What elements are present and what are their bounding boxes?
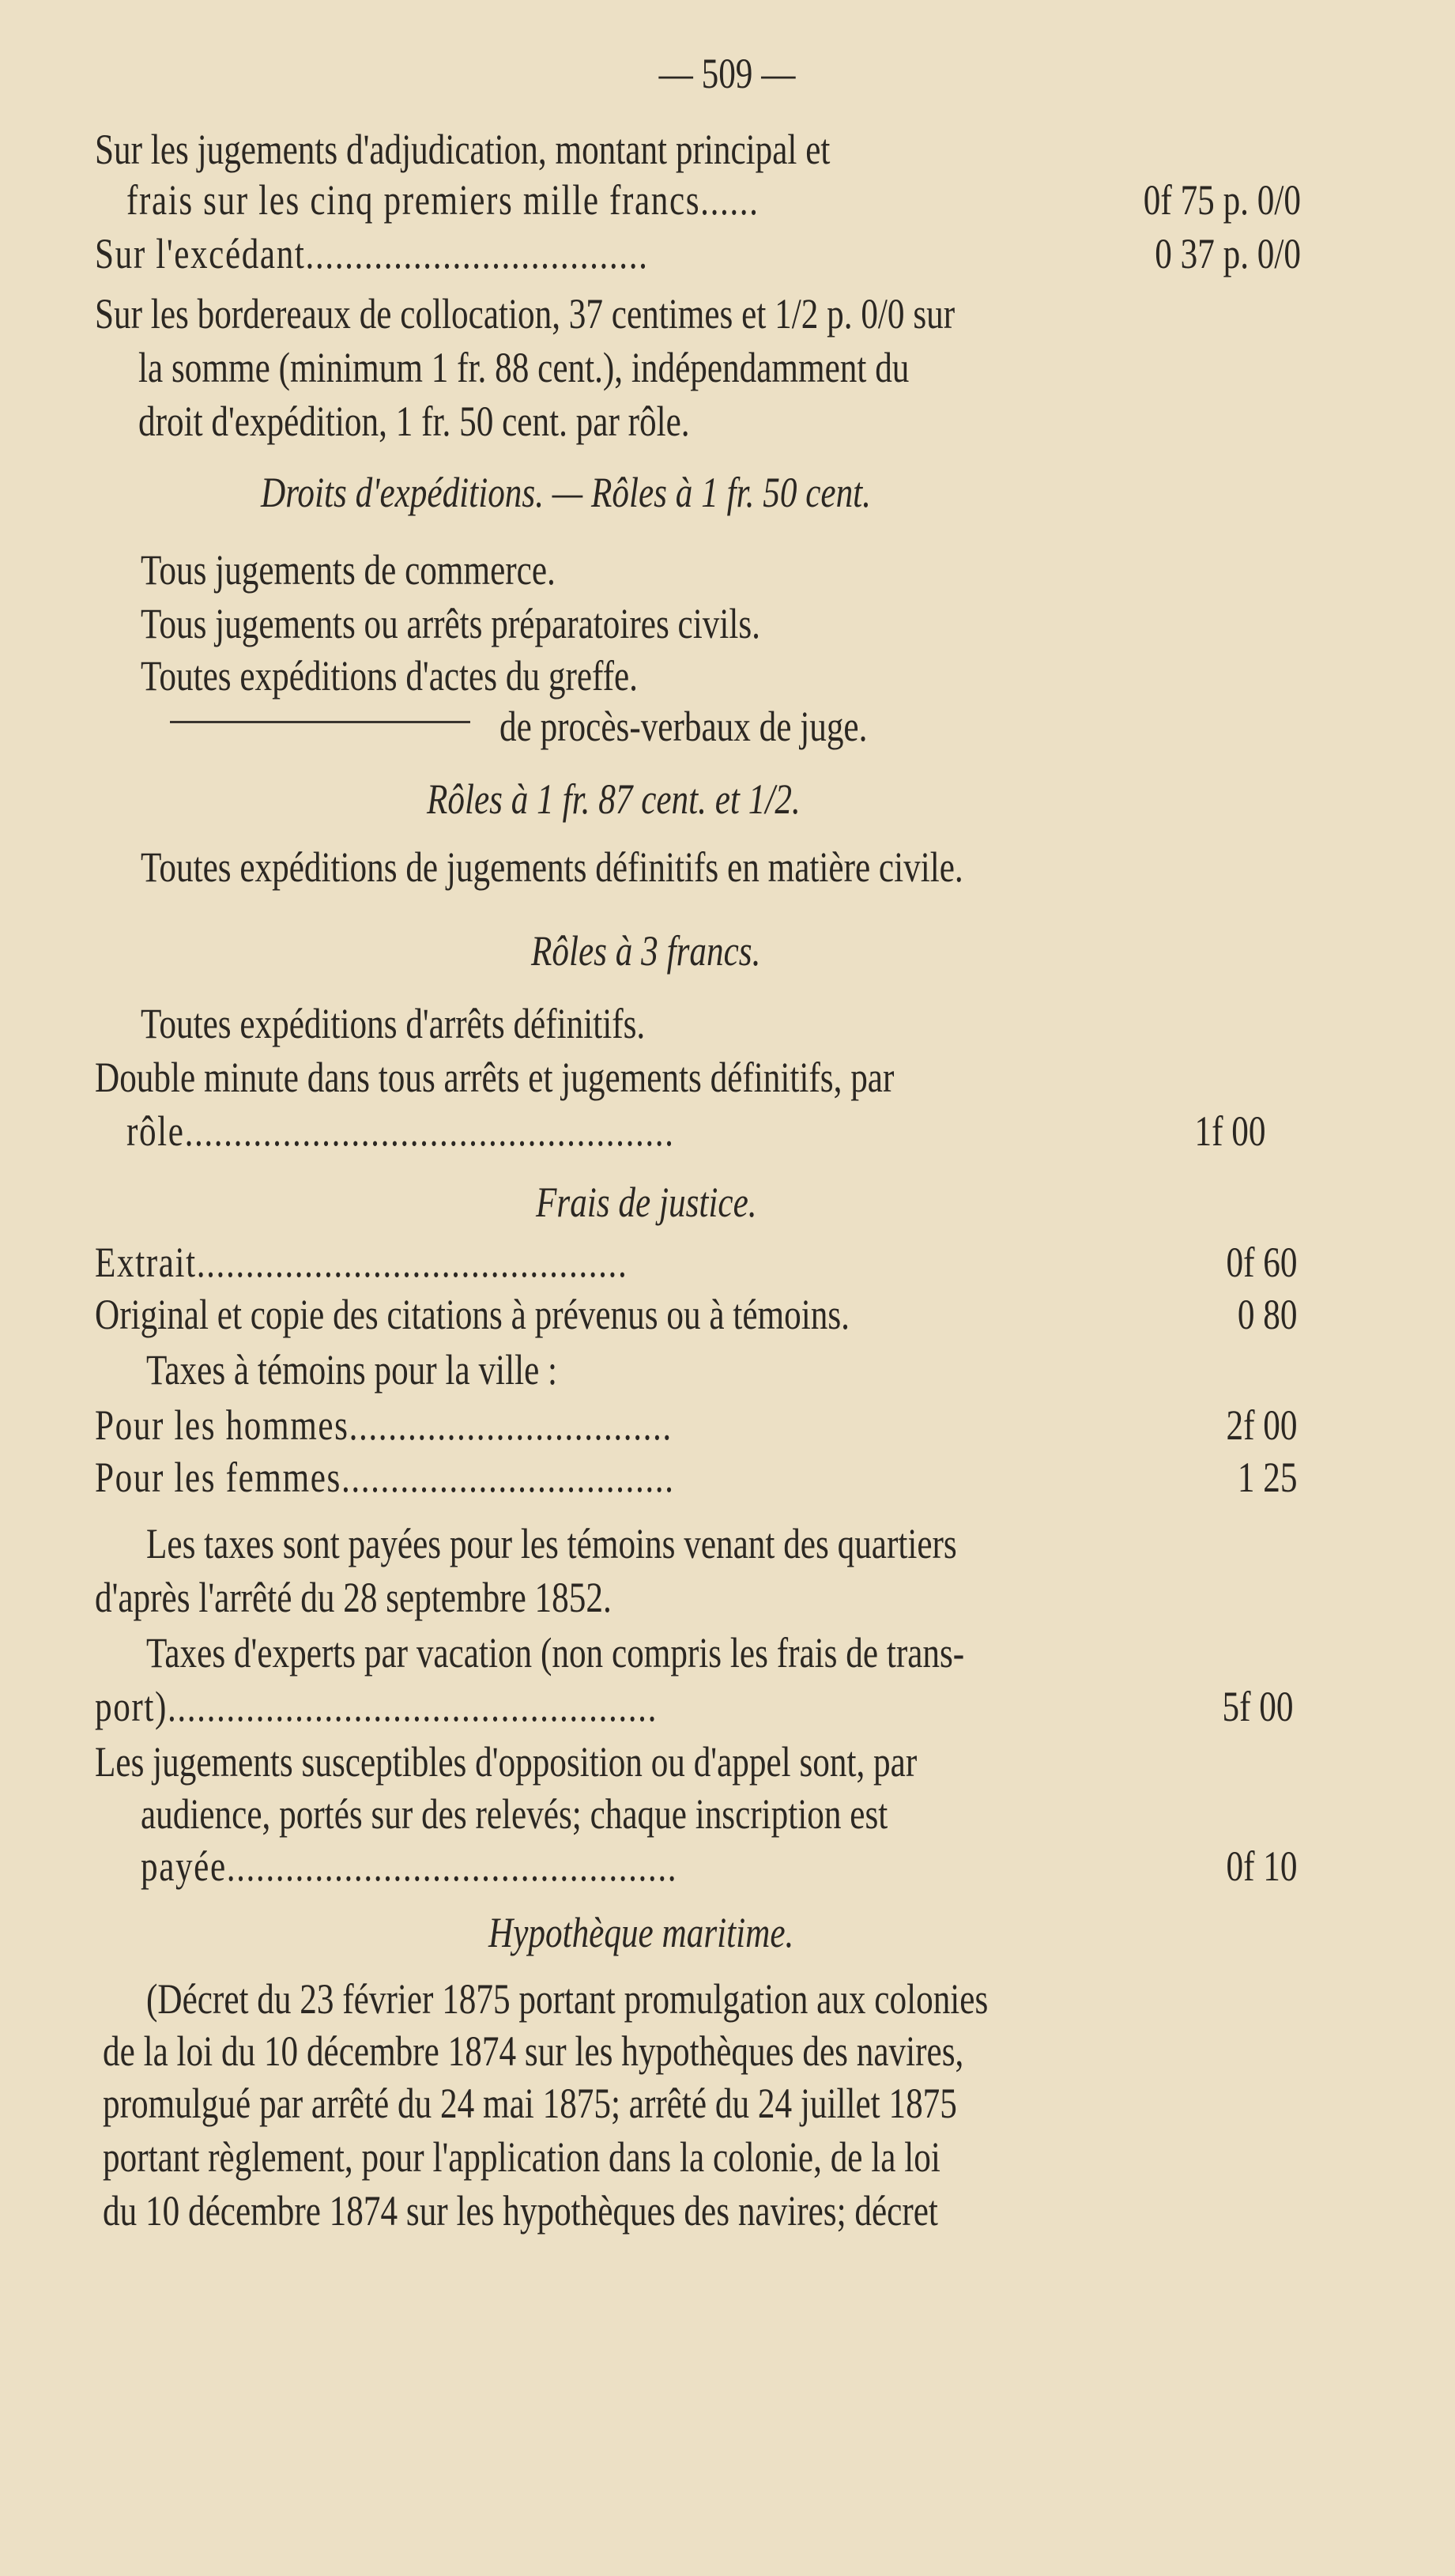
- text-line: Original et copie des citations à prévenus ou à témoins.: [95, 1291, 850, 1338]
- text-line: Extrait............................................: [95, 1239, 628, 1286]
- text-line: de procès-verbaux de juge.: [499, 703, 868, 750]
- text-line: du 10 décembre 1874 sur les hypothèques des navires; décret: [103, 2187, 938, 2235]
- text-line: Toutes expéditions d'arrêts définitifs.: [141, 1000, 646, 1047]
- section-heading: Frais de justice.: [536, 1179, 757, 1226]
- page-number: — 509 —: [658, 50, 796, 97]
- amount: 0 37 p. 0/0: [1155, 230, 1301, 277]
- section-heading: Droits d'expéditions. — Rôles à 1 fr. 50 cent.: [261, 469, 871, 516]
- text-line: (Décret du 23 février 1875 portant promulgation aux colonies: [146, 1975, 989, 2023]
- text-line: Sur l'excédant...................................: [95, 230, 649, 277]
- text-line: frais sur les cinq premiers mille francs......: [126, 176, 760, 224]
- text-line: Tous jugements de commerce.: [141, 546, 556, 594]
- text-line: d'après l'arrêté du 28 septembre 1852.: [95, 1574, 612, 1621]
- text-line: Les taxes sont payées pour les témoins venant des quartiers: [146, 1520, 957, 1567]
- text-line: payée..............................................: [141, 1842, 678, 1890]
- section-heading: Hypothèque maritime.: [488, 1909, 794, 1956]
- text-line: rôle..................................................: [126, 1107, 675, 1155]
- amount: 0 80: [1237, 1291, 1297, 1338]
- text-line: audience, portés sur des relevés; chaque inscription est: [141, 1790, 888, 1838]
- text-line: Double minute dans tous arrêts et jugements définitifs, par: [95, 1054, 895, 1101]
- amount: 0f 10: [1226, 1842, 1297, 1890]
- text-line: Les jugements susceptibles d'opposition ou d'appel sont, par: [95, 1738, 918, 1786]
- text-line: Sur les jugements d'adjudication, montant principal et: [95, 126, 831, 173]
- amount: 0f 75 p. 0/0: [1143, 176, 1301, 224]
- ditto-rule: [170, 721, 470, 723]
- text-line: Pour les femmes..................................: [95, 1454, 675, 1501]
- text-line: Toutes expéditions d'actes du greffe.: [141, 652, 638, 700]
- text-line: de la loi du 10 décembre 1874 sur les hypothèques des navires,: [103, 2027, 964, 2075]
- text-line: Toutes expéditions de jugements définitifs en matière civile.: [141, 843, 963, 891]
- amount: 5f 00: [1222, 1683, 1293, 1730]
- amount: 0f 60: [1226, 1239, 1297, 1286]
- text-line: port)..................................................: [95, 1683, 658, 1730]
- text-line: promulgué par arrêté du 24 mai 1875; arrêté du 24 juillet 1875: [103, 2080, 957, 2127]
- text-line: Taxes à témoins pour la ville :: [146, 1346, 558, 1394]
- text-line: Taxes d'experts par vacation (non compris les frais de trans-: [146, 1629, 965, 1676]
- text-line: droit d'expédition, 1 fr. 50 cent. par rôle.: [138, 398, 690, 445]
- amount: 1f 00: [1194, 1107, 1265, 1155]
- text-line: portant règlement, pour l'application dans la colonie, de la loi: [103, 2133, 940, 2181]
- text-line: Tous jugements ou arrêts préparatoires civils.: [141, 600, 760, 647]
- amount: 1 25: [1237, 1454, 1297, 1501]
- section-heading: Rôles à 1 fr. 87 cent. et 1/2.: [427, 775, 801, 823]
- text-line: Sur les bordereaux de collocation, 37 centimes et 1/2 p. 0/0 sur: [95, 290, 956, 338]
- text-line: la somme (minimum 1 fr. 88 cent.), indépendamment du: [138, 344, 910, 391]
- text-line: Pour les hommes.................................: [95, 1401, 673, 1449]
- section-heading: Rôles à 3 francs.: [531, 927, 761, 975]
- amount: 2f 00: [1226, 1401, 1297, 1449]
